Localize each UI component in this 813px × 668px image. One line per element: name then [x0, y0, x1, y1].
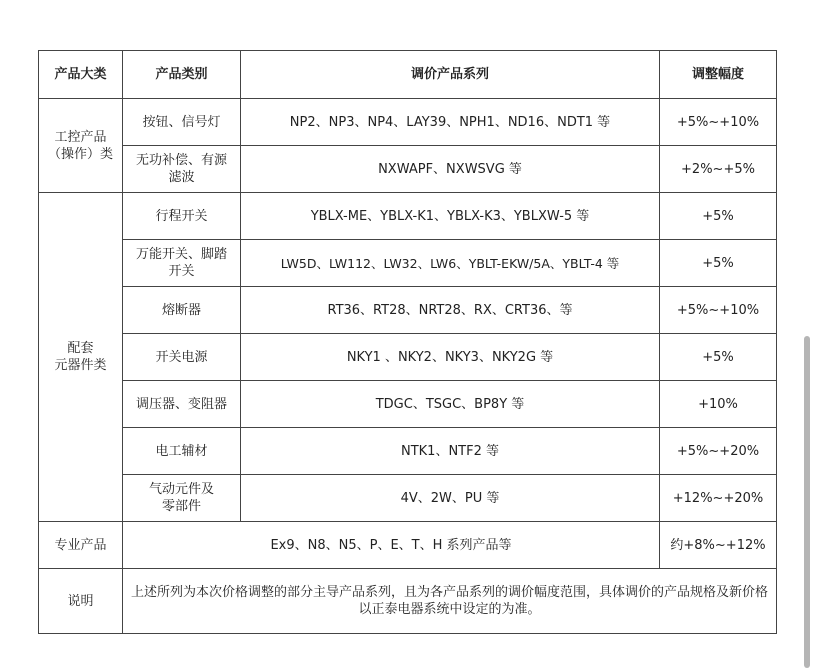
category-cell: 行程开关	[123, 193, 241, 240]
category-cell: 电工辅材	[123, 428, 241, 475]
table-row	[39, 381, 777, 428]
table-row	[39, 193, 777, 240]
table-header-row	[39, 51, 777, 99]
range-cell: +12%~+20%	[660, 475, 777, 522]
group-control-products: 工控产品 （操作）类	[39, 99, 123, 193]
category-cell: 气动元件及 零部件	[123, 475, 241, 522]
table-row	[39, 99, 777, 146]
series-cell: LW5D、LW112、LW32、LW6、YBLT-EKW/5A、YBLT-4 等	[241, 240, 660, 287]
category-cell: 熔断器	[123, 287, 241, 334]
header-main-category: 产品大类	[39, 51, 123, 99]
header-product-category: 产品类别	[123, 51, 241, 99]
table-row	[39, 146, 777, 193]
header-adjusted-series: 调价产品系列	[241, 51, 660, 99]
note-text: 上述所列为本次价格调整的部分主导产品系列，且为各产品系列的调价幅度范围，具体调价的产品规格及新价格以正泰电器系统中设定的为准。	[123, 569, 777, 634]
series-cell: 4V、2W、PU 等	[241, 475, 660, 522]
series-cell: NP2、NP3、NP4、LAY39、NPH1、ND16、NDT1 等	[241, 99, 660, 146]
table-row	[39, 475, 777, 522]
series-cell: TDGC、TSGC、BP8Y 等	[241, 381, 660, 428]
series-cell: NXWAPF、NXWSVG 等	[241, 146, 660, 193]
range-cell: +5%~+20%	[660, 428, 777, 475]
range-cell: +5%	[660, 240, 777, 287]
table-row	[39, 287, 777, 334]
series-cell: RT36、RT28、NRT28、RX、CRT36、等	[241, 287, 660, 334]
series-cell: NTK1、NTF2 等	[241, 428, 660, 475]
range-cell: +5%~+10%	[660, 287, 777, 334]
group-supporting-components: 配套 元器件类	[39, 193, 123, 522]
group-professional-products: 专业产品	[39, 522, 123, 569]
table-row	[39, 428, 777, 475]
category-cell: 无功补偿、有源 滤波	[123, 146, 241, 193]
range-cell: +10%	[660, 381, 777, 428]
professional-range-cell: 约+8%~+12%	[660, 522, 777, 569]
series-cell: YBLX-ME、YBLX-K1、YBLX-K3、YBLXW-5 等	[241, 193, 660, 240]
note-label: 说明	[39, 569, 123, 634]
table-row	[39, 334, 777, 381]
category-cell: 开关电源	[123, 334, 241, 381]
scrollbar[interactable]	[804, 336, 810, 668]
range-cell: +5%~+10%	[660, 99, 777, 146]
category-cell: 调压器、变阻器	[123, 381, 241, 428]
range-cell: +2%~+5%	[660, 146, 777, 193]
category-cell: 万能开关、脚踏 开关	[123, 240, 241, 287]
series-cell: NKY1 、NKY2、NKY3、NKY2G 等	[241, 334, 660, 381]
table-row	[39, 240, 777, 287]
price-adjustment-table	[38, 50, 777, 634]
header-adjustment-range: 调整幅度	[660, 51, 777, 99]
table-row-note	[39, 569, 777, 634]
category-cell: 按钮、信号灯	[123, 99, 241, 146]
professional-series-cell: Ex9、N8、N5、P、E、T、H 系列产品等	[123, 522, 660, 569]
range-cell: +5%	[660, 334, 777, 381]
table-row-professional	[39, 522, 777, 569]
range-cell: +5%	[660, 193, 777, 240]
